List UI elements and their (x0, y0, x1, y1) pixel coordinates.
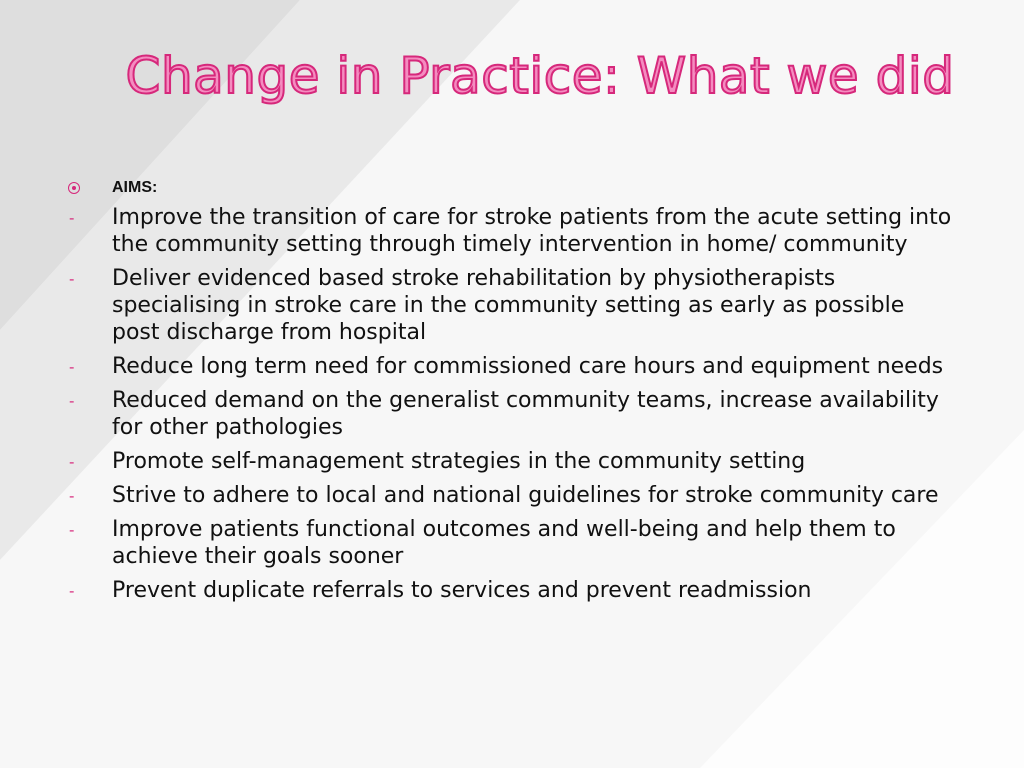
list-item (0, 353, 952, 380)
list-item-text: Improve patients functional outcomes and well-being and help them to achieve their goals sooner (112, 517, 896, 569)
dash-icon: - (69, 209, 75, 227)
list-item-text: Improve the transition of care for stroke patients from the acute setting into the community setting through timely intervention in home/ community (112, 205, 952, 257)
list-item (0, 577, 952, 604)
list-item-text: Deliver evidenced based stroke rehabilitation by physiotherapists specialising in stroke care in the community setting as early as possible post discharge from hospital (112, 266, 905, 345)
list-item (0, 265, 952, 346)
circle-dot-icon (68, 182, 80, 194)
list-item (0, 204, 952, 258)
aims-heading (0, 176, 400, 200)
list-item (0, 387, 952, 441)
list-item-text: Reduce long term need for commissioned care hours and equipment needs (112, 354, 944, 379)
aims-list (0, 204, 1024, 611)
dash-icon: - (69, 358, 75, 376)
list-item-text: Prevent duplicate referrals to services and prevent readmission (112, 578, 812, 603)
dash-icon: - (69, 487, 75, 505)
list-item (0, 482, 952, 509)
slide-title: Change in Practice: What we did (125, 47, 955, 105)
aims-label: AIMS: (112, 179, 158, 196)
list-item-text: Promote self-management strategies in the community setting (112, 449, 806, 474)
dash-icon: - (69, 453, 75, 471)
dash-icon: - (69, 582, 75, 600)
list-item-text: Strive to adhere to local and national guidelines for stroke community care (112, 483, 939, 508)
dash-icon: - (69, 392, 75, 410)
list-item (0, 448, 952, 475)
dash-icon: - (69, 270, 75, 288)
list-item (0, 516, 952, 570)
list-item-text: Reduced demand on the generalist community teams, increase availability for other pathologies (112, 388, 939, 440)
dash-icon: - (69, 521, 75, 539)
